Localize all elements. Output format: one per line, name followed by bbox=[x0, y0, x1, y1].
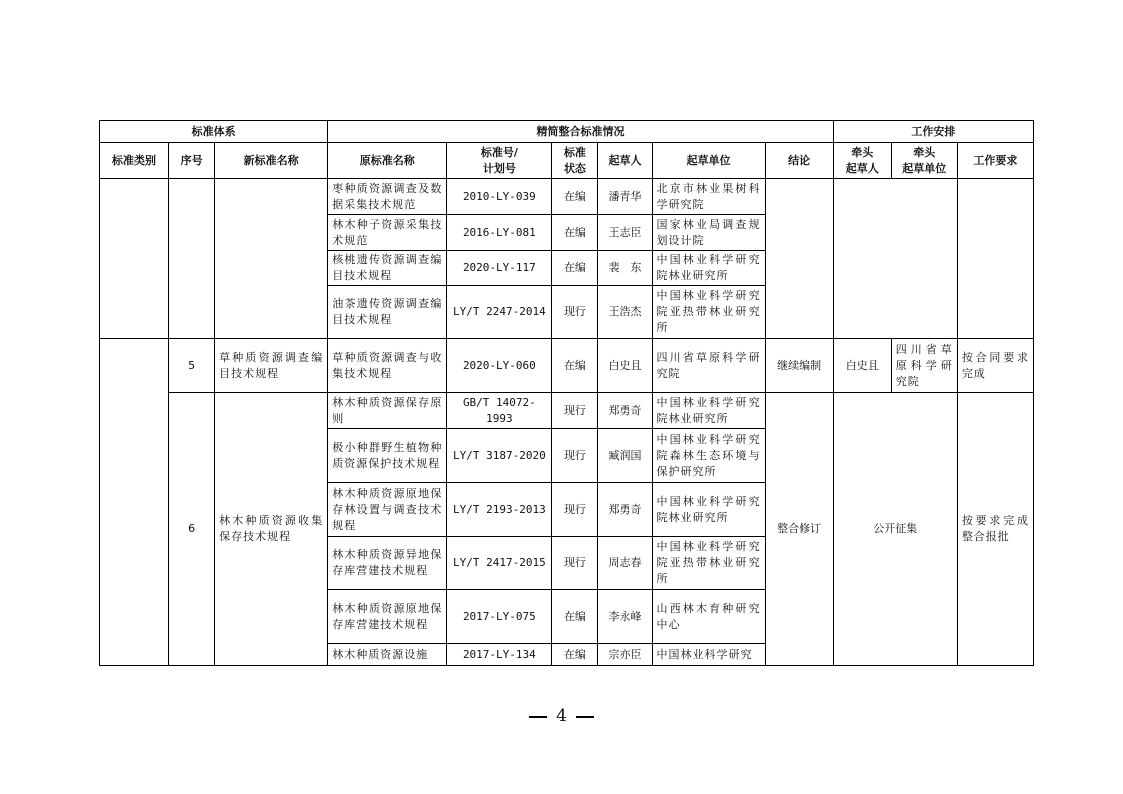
header-status-line1: 标准 bbox=[563, 145, 586, 159]
drafter-cell: 白史且 bbox=[598, 339, 652, 393]
std-no-cell: LY/T 2247-2014 bbox=[447, 286, 552, 339]
category-cell bbox=[100, 339, 169, 666]
conclusion-cell bbox=[765, 179, 833, 339]
drafter-cell: 潘青华 bbox=[598, 179, 652, 215]
unit-cell: 中国林业科学研究院亚热带林业研究所 bbox=[652, 286, 765, 339]
page-dash-left bbox=[529, 716, 547, 718]
unit-cell: 中国林业科学研究院林业研究所 bbox=[652, 483, 765, 537]
header-lead-person bbox=[833, 143, 891, 179]
header-std-no-line1: 标准号/ bbox=[480, 145, 518, 159]
header-lead-person-line1: 牵头 bbox=[851, 145, 874, 159]
status-cell: 在编 bbox=[552, 590, 598, 644]
status-cell: 在编 bbox=[552, 179, 598, 215]
drafter-cell: 王浩杰 bbox=[598, 286, 652, 339]
drafter-cell: 周志春 bbox=[598, 537, 652, 590]
header-drafter: 起草人 bbox=[598, 143, 652, 179]
header-std-no-line2: 计划号 bbox=[482, 161, 516, 175]
requirement-cell bbox=[957, 179, 1033, 339]
status-cell: 在编 bbox=[552, 251, 598, 286]
requirement-cell: 按合同要求完成 bbox=[957, 339, 1033, 393]
new-name-cell bbox=[215, 179, 328, 339]
drafter-cell: 李永峰 bbox=[598, 590, 652, 644]
unit-cell: 四川省草原科学研究院 bbox=[652, 339, 765, 393]
page-number bbox=[0, 706, 1123, 726]
orig-name-cell: 林木种质资源设施 bbox=[328, 644, 447, 666]
std-no-cell: LY/T 2417-2015 bbox=[447, 537, 552, 590]
header-group-std-system: 标准体系 bbox=[100, 121, 328, 143]
orig-name-cell: 林木种质资源保存原则 bbox=[328, 393, 447, 429]
requirement-cell: 按要求完成整合报批 bbox=[957, 393, 1033, 666]
std-no-cell: 2020-LY-060 bbox=[447, 339, 552, 393]
page-number-text: 4 bbox=[556, 706, 567, 726]
status-cell: 在编 bbox=[552, 644, 598, 666]
header-lead-unit-line1: 牵头 bbox=[913, 145, 936, 159]
orig-name-cell: 草种质资源调查与收集技术规程 bbox=[328, 339, 447, 393]
drafter-cell: 王志臣 bbox=[598, 215, 652, 251]
drafter-cell: 裴 东 bbox=[598, 251, 652, 286]
conclusion-cell: 继续编制 bbox=[765, 339, 833, 393]
unit-cell: 中国林业科学研究 bbox=[652, 644, 765, 666]
header-conclusion: 结论 bbox=[765, 143, 833, 179]
unit-cell: 中国林业科学研究院林业研究所 bbox=[652, 251, 765, 286]
orig-name-cell: 核桃遗传资源调查编目技术规程 bbox=[328, 251, 447, 286]
new-name-cell: 林木种质资源收集保存技术规程 bbox=[215, 393, 328, 666]
status-cell: 现行 bbox=[552, 286, 598, 339]
std-no-cell: 2010-LY-039 bbox=[447, 179, 552, 215]
lead-cell bbox=[833, 179, 957, 339]
status-cell: 现行 bbox=[552, 537, 598, 590]
header-requirement: 工作要求 bbox=[957, 143, 1033, 179]
status-cell: 现行 bbox=[552, 393, 598, 429]
std-no-cell: LY/T 2193-2013 bbox=[447, 483, 552, 537]
status-cell: 现行 bbox=[552, 429, 598, 483]
std-no-cell: LY/T 3187-2020 bbox=[447, 429, 552, 483]
unit-cell: 北京市林业果树科学研究院 bbox=[652, 179, 765, 215]
std-no-cell: 2020-LY-117 bbox=[447, 251, 552, 286]
conclusion-cell: 整合修订 bbox=[765, 393, 833, 666]
header-unit: 起草单位 bbox=[652, 143, 765, 179]
header-lead-unit bbox=[891, 143, 957, 179]
std-no-cell: GB/T 14072-1993 bbox=[447, 393, 552, 429]
lead-person-cell: 白史且 bbox=[833, 339, 891, 393]
lead-unit-cell: 四川省草原科学研究院 bbox=[891, 339, 957, 393]
std-no-cell: 2017-LY-075 bbox=[447, 590, 552, 644]
seq-cell: 5 bbox=[169, 339, 215, 393]
header-lead-person-line2: 起草人 bbox=[845, 161, 879, 175]
orig-name-cell: 枣种质资源调查及数据采集技术规范 bbox=[328, 179, 447, 215]
drafter-cell: 郑勇奇 bbox=[598, 483, 652, 537]
table-row bbox=[100, 393, 1034, 429]
drafter-cell: 郑勇奇 bbox=[598, 393, 652, 429]
orig-name-cell: 极小种群野生植物种质资源保护技术规程 bbox=[328, 429, 447, 483]
header-new-name: 新标准名称 bbox=[215, 143, 328, 179]
category-cell bbox=[100, 179, 169, 339]
unit-cell: 山西林木育种研究中心 bbox=[652, 590, 765, 644]
lead-cell: 公开征集 bbox=[833, 393, 957, 666]
orig-name-cell: 油茶遗传资源调查编目技术规程 bbox=[328, 286, 447, 339]
header-lead-unit-line2: 起草单位 bbox=[902, 161, 947, 175]
orig-name-cell: 林木种质资源异地保存库营建技术规程 bbox=[328, 537, 447, 590]
unit-cell: 中国林业科学研究院林业研究所 bbox=[652, 393, 765, 429]
header-status-line2: 状态 bbox=[563, 161, 586, 175]
header-group-work: 工作安排 bbox=[833, 121, 1033, 143]
table-row bbox=[100, 179, 1034, 215]
orig-name-cell: 林木种质资源原地保存库营建技术规程 bbox=[328, 590, 447, 644]
std-no-cell: 2016-LY-081 bbox=[447, 215, 552, 251]
std-no-cell: 2017-LY-134 bbox=[447, 644, 552, 666]
status-cell: 现行 bbox=[552, 483, 598, 537]
header-status bbox=[552, 143, 598, 179]
standards-table bbox=[99, 120, 1034, 666]
seq-cell: 6 bbox=[169, 393, 215, 666]
new-name-cell: 草种质资源调查编目技术规程 bbox=[215, 339, 328, 393]
orig-name-cell: 林木种质资源原地保存林设置与调查技术规程 bbox=[328, 483, 447, 537]
seq-cell bbox=[169, 179, 215, 339]
header-group-integration: 精简整合标准情况 bbox=[328, 121, 834, 143]
unit-cell: 中国林业科学研究院森林生态环境与保护研究所 bbox=[652, 429, 765, 483]
header-category: 标准类别 bbox=[100, 143, 169, 179]
header-seq: 序号 bbox=[169, 143, 215, 179]
status-cell: 在编 bbox=[552, 339, 598, 393]
status-cell: 在编 bbox=[552, 215, 598, 251]
unit-cell: 国家林业局调查规划设计院 bbox=[652, 215, 765, 251]
drafter-cell: 臧润国 bbox=[598, 429, 652, 483]
unit-cell: 中国林业科学研究院亚热带林业研究所 bbox=[652, 537, 765, 590]
table-row bbox=[100, 339, 1034, 393]
drafter-cell: 宗亦臣 bbox=[598, 644, 652, 666]
header-std-no bbox=[447, 143, 552, 179]
page-dash-right bbox=[576, 716, 594, 718]
header-orig-name: 原标准名称 bbox=[328, 143, 447, 179]
orig-name-cell: 林木种子资源采集技术规范 bbox=[328, 215, 447, 251]
